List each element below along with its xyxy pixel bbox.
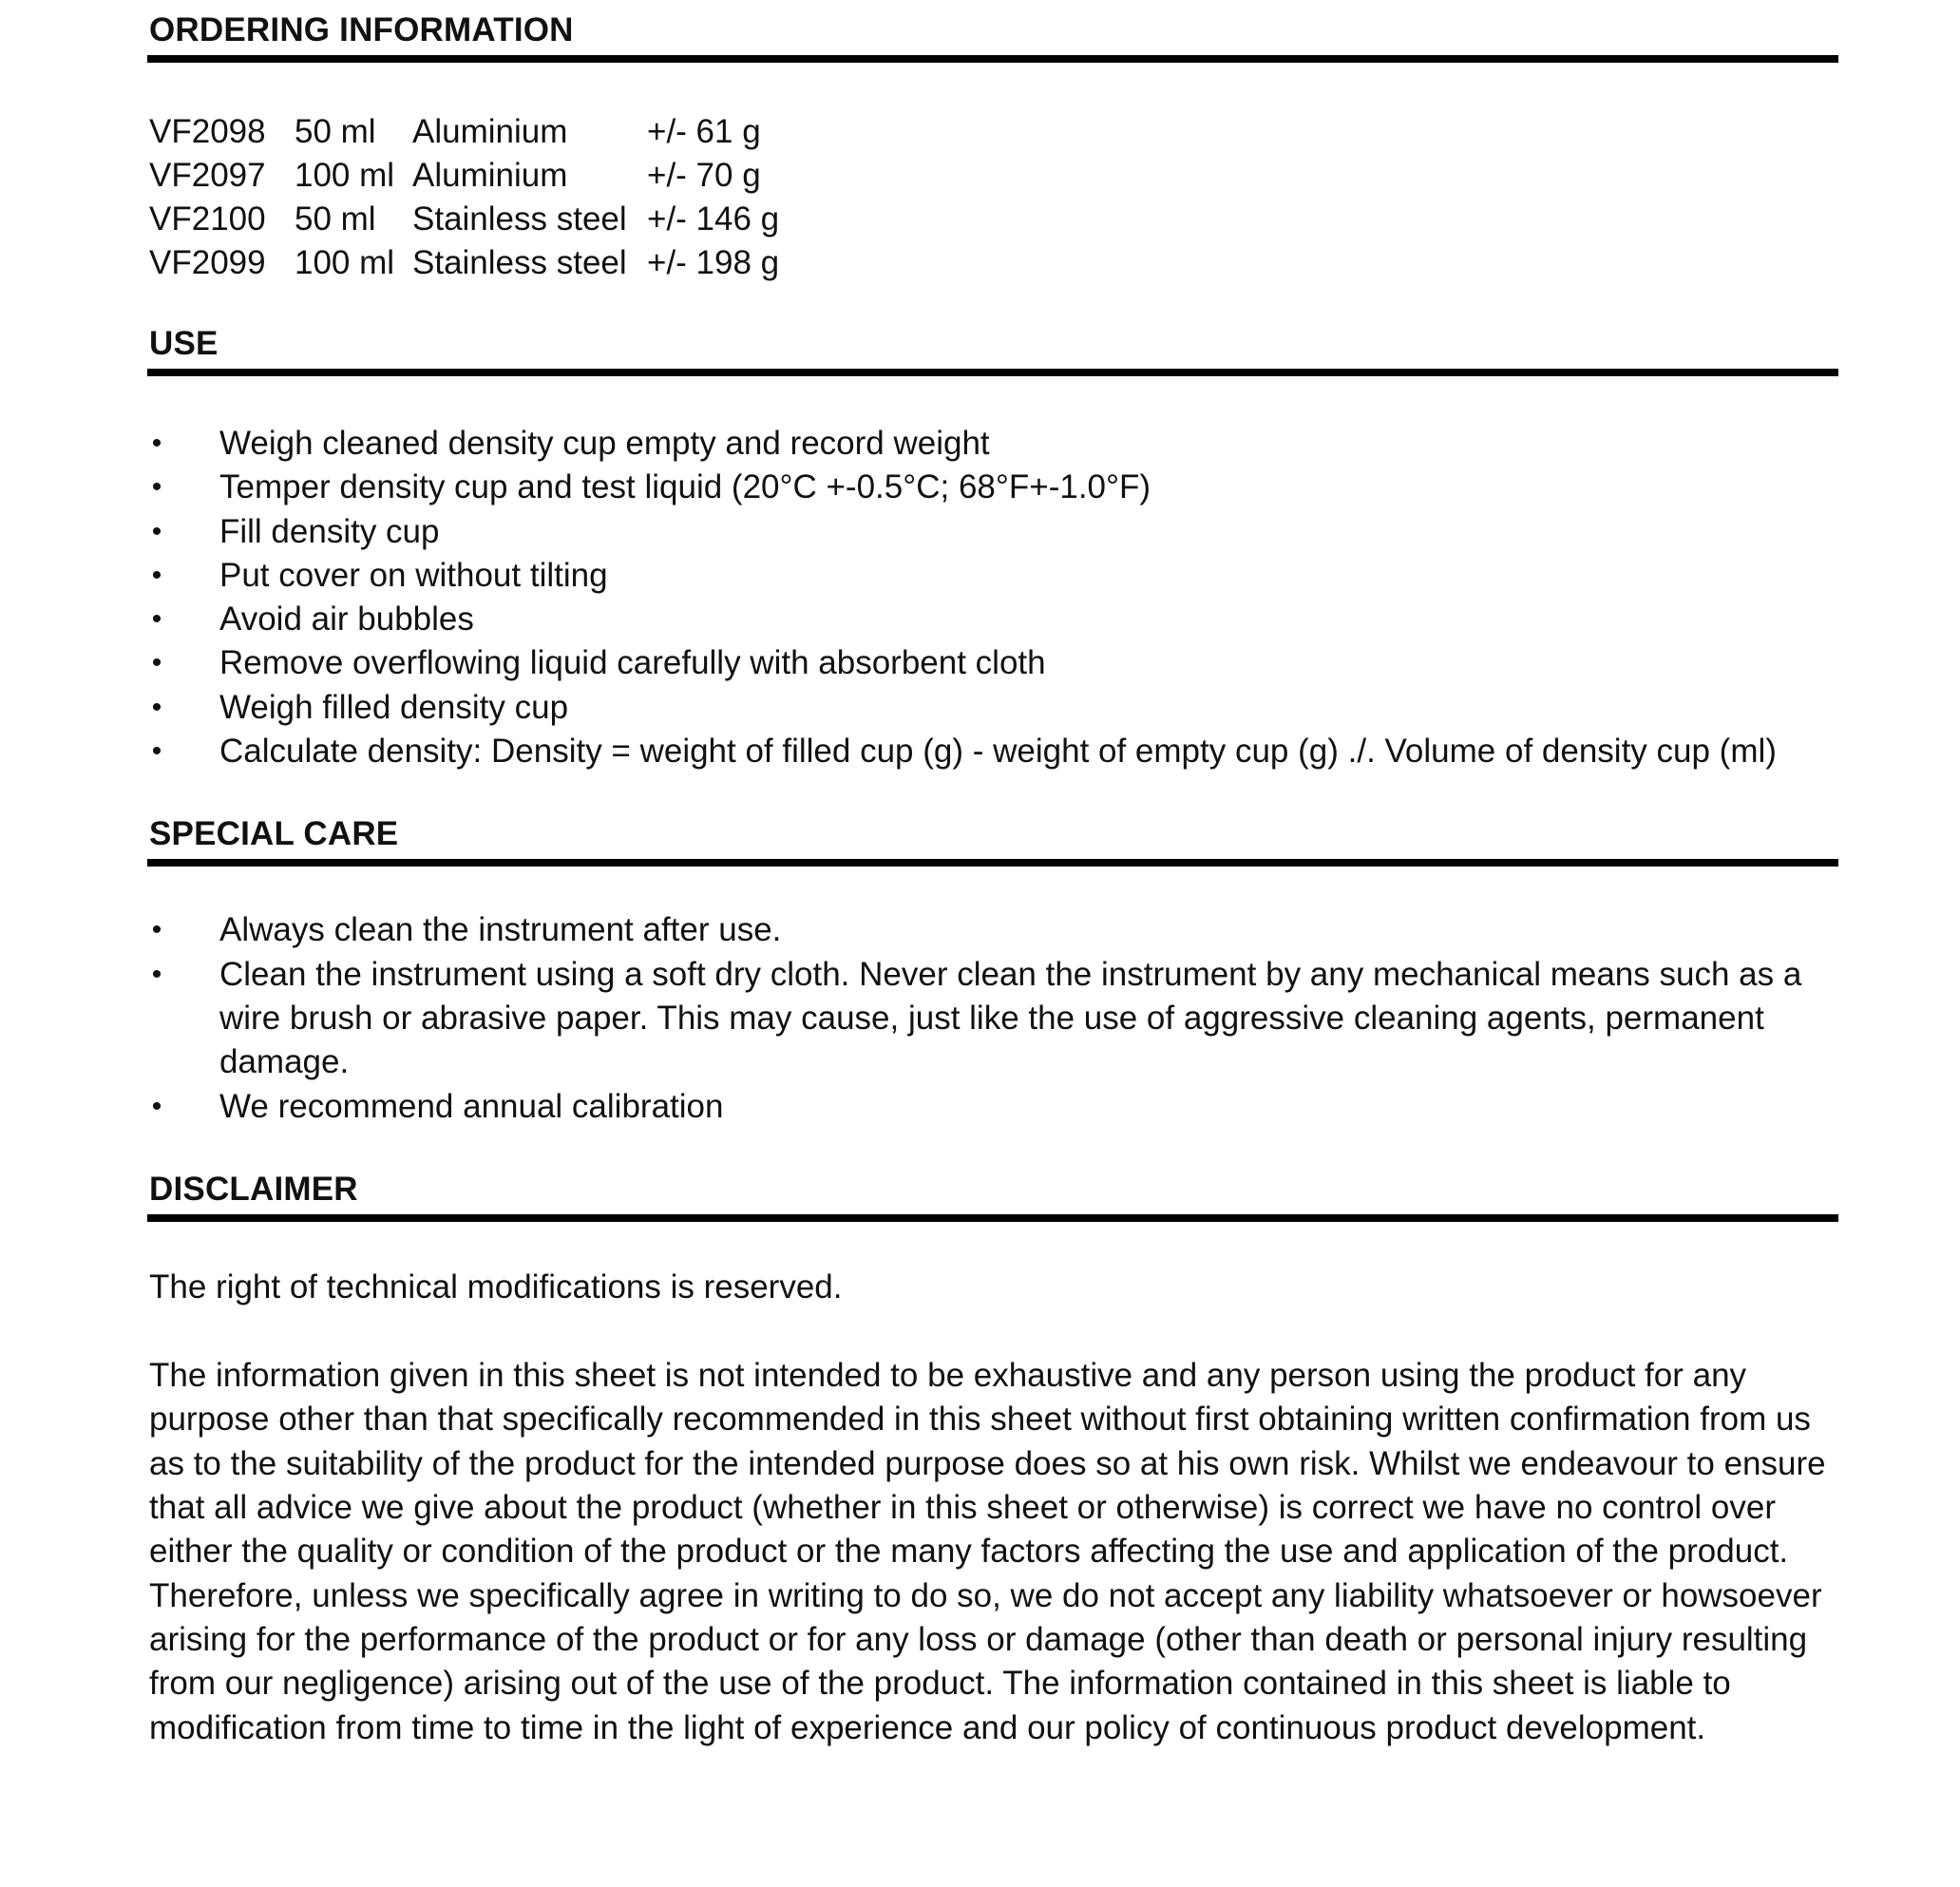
use-title: USE [149, 325, 219, 362]
list-item [147, 686, 1838, 730]
product-weight: +/- 61 g [647, 113, 761, 150]
special-care-rule [147, 859, 1838, 867]
special-care-title: SPECIAL CARE [149, 815, 399, 853]
table-row [149, 154, 779, 198]
bullet-icon: • [151, 958, 162, 990]
list-item [147, 422, 1838, 466]
use-section [147, 325, 1838, 773]
product-weight: +/- 146 g [647, 200, 780, 238]
disclaimer-title: DISCLAIMER [149, 1170, 358, 1208]
bullet-icon: • [151, 471, 162, 504]
list-item-text: Temper density cup and test liquid (20°C +-0.5°C; 68°F+-1.0°F) [219, 468, 1151, 506]
ordering-section [147, 0, 1838, 285]
bullet-icon: • [151, 1090, 162, 1122]
product-volume: 100 ml [295, 244, 395, 281]
bullet-icon: • [151, 603, 162, 636]
ordering-table [149, 110, 779, 285]
product-weight: +/- 70 g [647, 157, 761, 194]
list-item [147, 466, 1838, 509]
list-item [147, 953, 1838, 1085]
bullet-icon: • [151, 691, 162, 723]
product-volume: 100 ml [295, 157, 395, 194]
product-volume: 50 ml [295, 113, 376, 150]
list-item [147, 510, 1838, 554]
bullet-icon: • [151, 559, 162, 591]
list-item-text: Remove overflowing liquid carefully with absorbent cloth [219, 644, 1046, 682]
use-rule [147, 369, 1838, 376]
table-row [149, 198, 779, 241]
bullet-icon: • [151, 914, 162, 946]
product-weight: +/- 198 g [647, 244, 780, 281]
disclaimer-rule [147, 1214, 1838, 1222]
bullet-icon: • [151, 515, 162, 547]
product-material: Aluminium [412, 157, 568, 194]
list-item-text: Fill density cup [219, 512, 440, 550]
list-item [147, 598, 1838, 641]
special-care-section [147, 815, 1838, 1128]
list-item [147, 554, 1838, 598]
product-volume: 50 ml [295, 200, 376, 238]
disclaimer-paragraph: The information given in this sheet is not intended to be exhaustive and any person using the product for any purpose other than that specifically recommended in this sheet without first obtaining written confirmation from us as to the suitability of the product for the intended purpose does so at his own risk. Whilst we endeavour to ensure that all advice we give about the product (whether in this sheet or otherwise) is correct we have no control over either the quality or condition of the product or the many factors affecting the use and application of the product. Therefore, unless we specifically agree in writing to do so, we do not accept any liability whatsoever or howsoever arising for the performance of the product or for any loss or damage (other than death or personal injury resulting from our negligence) arising out of the use of the product. The information contained in this sheet is liable to modification from time to time in the light of experience and our policy of continuous product development. [149, 1357, 1826, 1746]
list-item-text: Calculate density: Density = weight of filled cup (g) - weight of empty cup (g) ./. Volume of density cup (ml) [219, 733, 1777, 771]
disclaimer-paragraph: The right of technical modifications is reserved. [149, 1268, 843, 1306]
list-item-text: Weigh filled density cup [219, 688, 569, 726]
list-item-text: Put cover on without tilting [219, 556, 608, 594]
product-code: VF2099 [149, 244, 266, 281]
table-row [149, 241, 779, 285]
list-item-text: Clean the instrument using a soft dry cloth. Never clean the instrument by any mechanical means such as a wire brush or abrasive paper. This may cause, just like the use of aggressive cleaning agents, permanent damage. [219, 955, 1802, 1081]
bullet-icon: • [151, 735, 162, 768]
bullet-icon: • [151, 647, 162, 679]
list-item-text: Avoid air bubbles [219, 600, 474, 639]
product-material: Stainless steel [412, 244, 627, 281]
product-code: VF2097 [149, 157, 266, 194]
list-item [147, 1085, 1838, 1129]
product-code: VF2098 [149, 113, 266, 150]
bullet-icon: • [151, 428, 162, 459]
list-item [147, 908, 1838, 952]
ordering-rule [147, 55, 1838, 63]
table-row [149, 110, 779, 154]
product-material: Aluminium [412, 113, 568, 150]
list-item [147, 730, 1838, 773]
list-item-text: Always clean the instrument after use. [219, 911, 782, 949]
document-page [147, 0, 1838, 1750]
special-care-list [147, 908, 1838, 1128]
product-material: Stainless steel [412, 200, 627, 238]
disclaimer-section [147, 1171, 1838, 1750]
use-list [147, 422, 1838, 773]
ordering-title: ORDERING INFORMATION [149, 11, 574, 48]
list-item-text: We recommend annual calibration [219, 1087, 724, 1125]
list-item-text: Weigh cleaned density cup empty and record weight [219, 425, 990, 462]
list-item [147, 641, 1838, 685]
product-code: VF2100 [149, 200, 266, 238]
